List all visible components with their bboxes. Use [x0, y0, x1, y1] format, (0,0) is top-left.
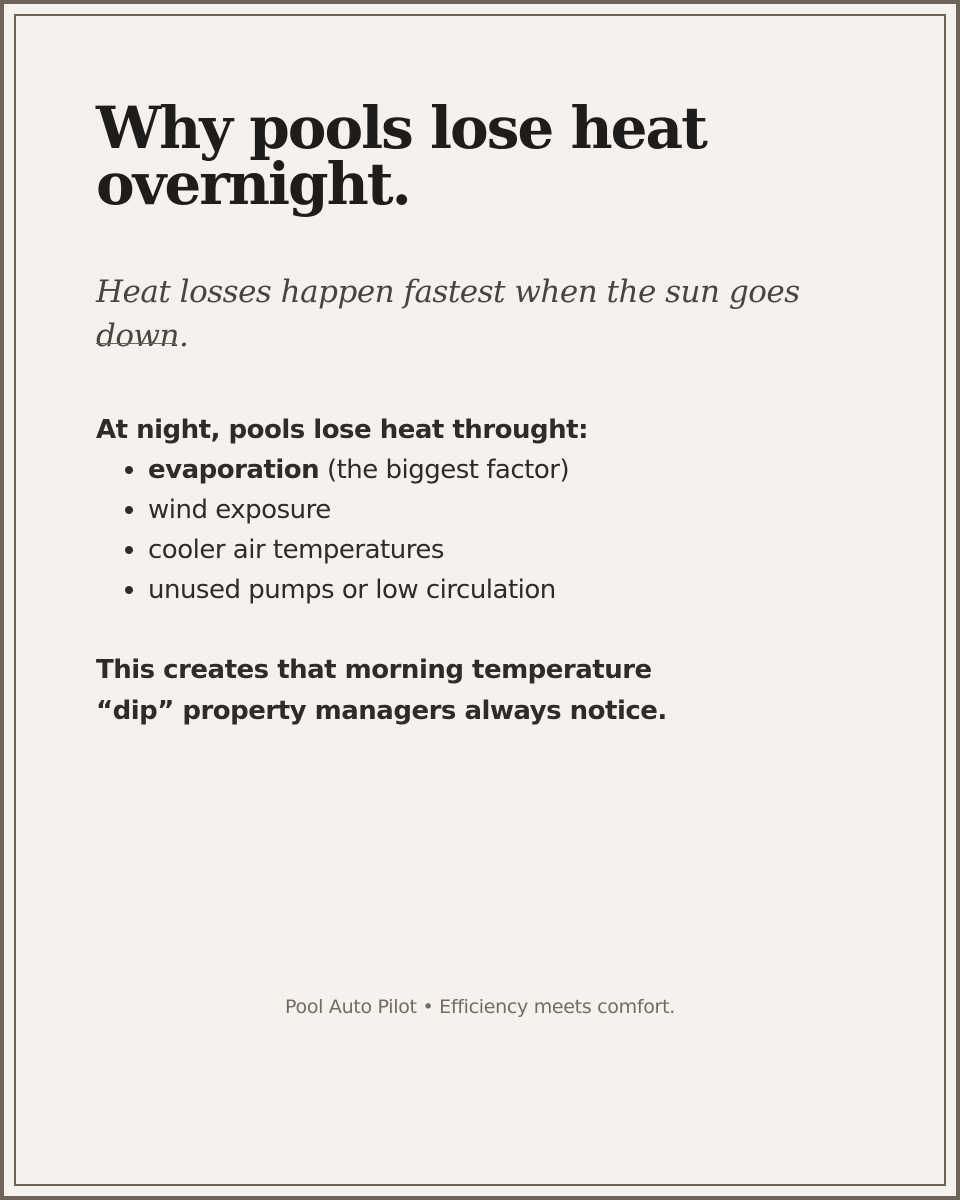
bullet-icon — [125, 586, 133, 594]
list-item-emphasis: evaporation — [148, 455, 320, 485]
footer — [0, 994, 960, 1020]
subheading: Heat losses happen fastest when the sun goes down. — [96, 274, 800, 354]
divider — [96, 343, 176, 344]
list-item-text: (the biggest factor) — [319, 455, 570, 485]
intro-text: At night, pools lose heat throught: — [96, 415, 588, 445]
footer-tagline: Efficiency meets comfort. — [439, 996, 675, 1018]
headline-line-1: Why pools lose heat — [96, 94, 706, 162]
heat-loss-causes-list — [96, 450, 569, 610]
footer-brand: Pool Auto Pilot — [285, 996, 417, 1018]
conclusion-line-1: This creates that morning temperature — [96, 655, 652, 685]
list-item — [96, 570, 569, 610]
bullet-icon — [125, 506, 133, 514]
conclusion-line-2: “dip” property managers always notice. — [96, 696, 667, 726]
bullet-icon — [125, 546, 133, 554]
list-item-text: unused pumps or low circulation — [148, 575, 556, 605]
list-item-text: cooler air temperatures — [148, 535, 444, 565]
list-item — [96, 530, 569, 570]
headline-line-2: overnight. — [96, 150, 410, 218]
headline — [96, 94, 876, 218]
conclusion-text — [96, 650, 856, 732]
bullet-icon — [125, 466, 133, 474]
list-item-text: wind exposure — [148, 495, 331, 525]
list-item — [96, 450, 569, 490]
footer-separator: • — [422, 996, 434, 1018]
list-item — [96, 490, 569, 530]
